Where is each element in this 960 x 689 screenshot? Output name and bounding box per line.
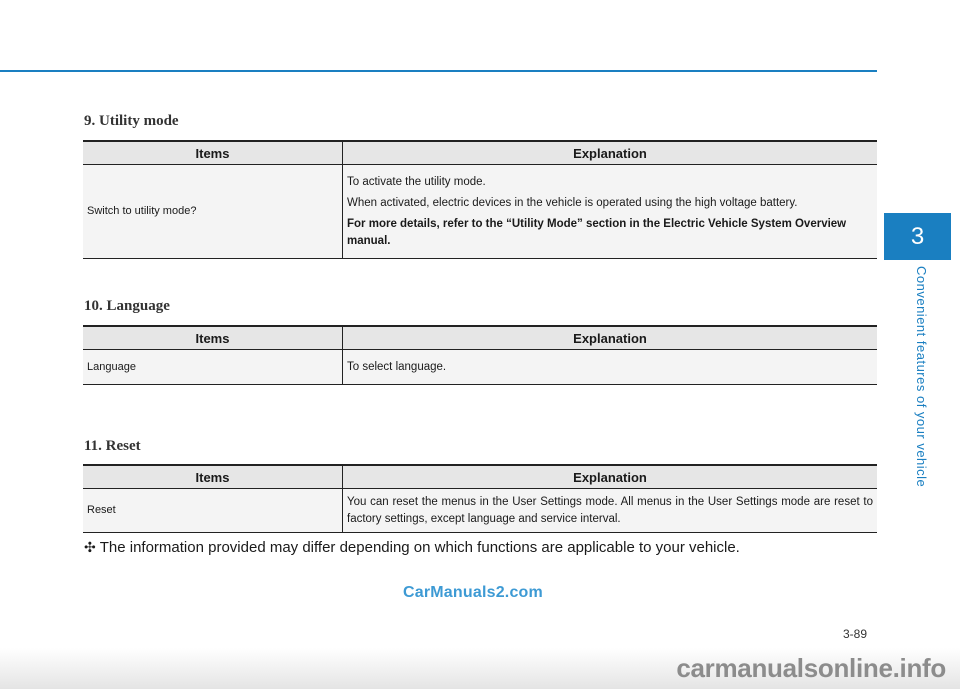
chapter-number-tab: 3 xyxy=(884,213,951,260)
explanation-cell: You can reset the menus in the User Settings mode. All menus in the User Settings mode are reset to factory settings, except language and service interval. xyxy=(343,489,878,533)
note-symbol-icon: ✣ xyxy=(84,539,96,555)
table-header-row xyxy=(83,465,877,489)
explanation-line: To activate the utility mode. xyxy=(347,175,486,188)
table-row xyxy=(83,165,877,259)
column-header-explanation: Explanation xyxy=(343,326,878,350)
item-cell: Reset xyxy=(83,489,343,533)
reset-table xyxy=(83,464,877,533)
column-header-items: Items xyxy=(83,465,343,489)
explanation-cell xyxy=(343,165,878,259)
utility-mode-table xyxy=(83,140,877,259)
section-heading-reset: 11. Reset xyxy=(84,438,141,454)
table-header-row xyxy=(83,326,877,350)
section-heading-utility-mode: 9. Utility mode xyxy=(84,113,179,129)
language-table xyxy=(83,325,877,385)
page-number: 3-89 xyxy=(843,627,868,641)
column-header-explanation: Explanation xyxy=(343,141,878,165)
footnote-text: The information provided may differ depending on which functions are applicable to your vehicle. xyxy=(99,539,740,556)
table-header-row xyxy=(83,141,877,165)
column-header-explanation: Explanation xyxy=(343,465,878,489)
explanation-note-bold: For more details, refer to the “Utility Mode” section in the Electric Vehicle System Overview manual. xyxy=(347,217,847,247)
footer-site-link[interactable]: carmanualsonline.info xyxy=(676,653,946,683)
table-row xyxy=(83,350,877,385)
explanation-cell: To select language. xyxy=(343,350,878,385)
chapter-title: Convenient features of your vehicle xyxy=(914,266,929,488)
watermark-link[interactable]: CarManuals2.com xyxy=(403,584,543,601)
explanation-line: When activated, electric devices in the vehicle is operated using the high voltage battery. xyxy=(347,196,798,209)
header-rule xyxy=(0,70,877,72)
column-header-items: Items xyxy=(83,326,343,350)
section-heading-language: 10. Language xyxy=(84,298,170,314)
item-cell: Switch to utility mode? xyxy=(83,165,343,259)
item-cell: Language xyxy=(83,350,343,385)
column-header-items: Items xyxy=(83,141,343,165)
table-row xyxy=(83,489,877,533)
footnote xyxy=(84,539,740,556)
